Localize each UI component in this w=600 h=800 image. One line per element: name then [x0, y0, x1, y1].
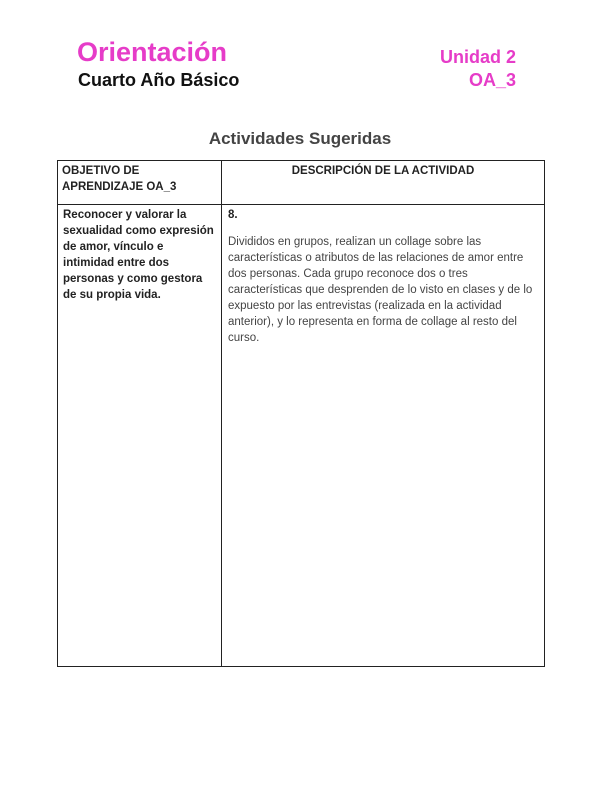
subject-title: Orientación	[77, 37, 228, 67]
description-cell	[222, 205, 545, 667]
activity-number: 8.	[228, 209, 238, 221]
description-header: DESCRIPCIÓN DE LA ACTIVIDAD	[222, 161, 545, 205]
oa-label: OA_3	[468, 70, 516, 90]
table-header-row	[58, 161, 545, 205]
objective-cell: Reconocer y valorar la sexualidad como expresión de amor, vínculo e intimidad entre dos personas y como gestora de su propia vida.	[58, 205, 222, 667]
objective-header: OBJETIVO DE APRENDIZAJE OA_3	[58, 161, 222, 205]
grade-subtitle: Cuarto Año Básico	[78, 70, 240, 90]
activity-table	[57, 160, 545, 667]
section-title: Actividades Sugeridas	[208, 129, 392, 148]
table-row	[58, 205, 545, 667]
activity-text: Divididos en grupos, realizan un collage sobre las características o atributos de las relaciones de amor entre dos personas. Cada grupo reconoce dos o tres características que desprenden de lo visto en clases y de lo expuesto por las entrevistas (realizada en la actividad anterior), y lo representa en forma de collage al resto del curso.	[228, 236, 533, 344]
unit-label: Unidad 2	[439, 47, 516, 67]
